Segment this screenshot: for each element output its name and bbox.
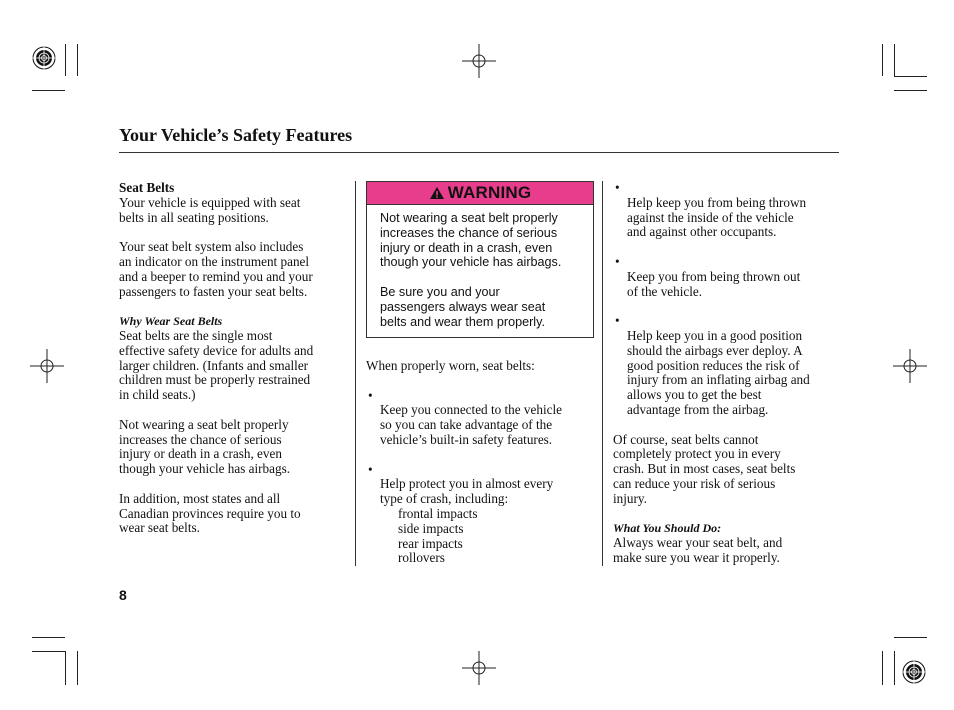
column-divider [602, 181, 603, 566]
paragraph: Always wear your seat belt, and make sure you wear it properly. [613, 535, 783, 565]
crosshair-icon [893, 349, 927, 383]
crop-mark [65, 44, 66, 76]
paragraph: Seat belts are the single most effective safety device for adults and larger children. (Infants and smaller children must be properly restrained in child seats.) [119, 327, 314, 403]
column-divider [355, 181, 356, 566]
list-item: • Help keep you in a good position should the airbags ever deploy. A good position reduces the risk of injury from an inflating airbag and allows you to get the best advantage from the airbag. [615, 313, 810, 417]
crosshair-icon [462, 44, 496, 78]
paragraph: Not wearing a seat belt properly increases the chance of serious injury or death in a crash, even though your vehicle has airbags. [119, 416, 291, 477]
column-1 [119, 181, 349, 551]
crop-mark [32, 651, 65, 652]
page-number: 8 [119, 587, 127, 603]
crop-mark [882, 44, 883, 76]
paragraph: Of course, seat belts cannot completely protect you in every crash. But in most cases, seat belts can reduce your risk of serious injury. [613, 431, 796, 506]
crosshair-icon [30, 349, 64, 383]
bullet-icon: • [615, 313, 620, 329]
paragraph: When properly worn, seat belts: [366, 358, 535, 373]
crop-mark [77, 651, 78, 685]
crop-mark [32, 90, 65, 91]
crop-mark [77, 44, 78, 76]
warning-box [366, 181, 594, 338]
warning-label: WARNING [447, 183, 532, 202]
warning-text: Not wearing a seat belt properly increases the chance of serious injury or death in a crash, even though your vehicle has airbags. [380, 211, 562, 270]
subheading-what-you-should-do: What You Should Do: [613, 521, 722, 536]
title-rule [119, 152, 839, 153]
list-item: • Help keep you from being thrown against the inside of the vehicle and against other occupants. [615, 180, 807, 240]
warning-header [367, 182, 593, 205]
heading-seat-belts: Seat Belts [119, 180, 175, 195]
list-item: • Keep you connected to the vehicle so you can take advantage of the vehicle’s built-in safety features. [368, 387, 562, 447]
subheading-why-wear: Why Wear Seat Belts [119, 314, 223, 329]
paragraph: In addition, most states and all Canadian provinces require you to wear seat belts. [119, 490, 301, 536]
crop-mark [894, 90, 927, 91]
column-3 [613, 181, 843, 581]
warning-text: Be sure you and your passengers always wear seat belts and wear them properly. [380, 284, 546, 329]
paragraph: Your vehicle is equipped with seat belts in all seating positions. [119, 194, 301, 225]
list-item: • Help protect you in almost every type of crash, including: [368, 461, 554, 507]
bullet-icon: • [368, 461, 373, 477]
bullet-icon: • [615, 180, 620, 195]
crop-mark [894, 651, 895, 685]
bullet-icon: • [368, 387, 373, 403]
crosshair-icon [462, 651, 496, 685]
crash-types-list: frontal impacts side impacts rear impacts rollovers [398, 505, 478, 566]
crop-mark [894, 76, 927, 77]
paragraph: Your seat belt system also includes an indicator on the instrument panel and a beeper to remind you and your passengers to fasten your seat belts. [119, 239, 313, 299]
warning-triangle-icon [429, 186, 445, 200]
crop-mark [894, 637, 927, 638]
registration-target-icon [32, 46, 56, 70]
registration-target-icon [902, 660, 926, 684]
warning-body [367, 205, 593, 329]
crop-mark [882, 651, 883, 685]
crop-mark [32, 637, 65, 638]
crop-mark [894, 44, 895, 76]
bullet-icon: • [615, 253, 620, 269]
crop-mark [65, 651, 66, 685]
list-item: • Keep you from being thrown out of the vehicle. [615, 253, 801, 299]
section-title: Your Vehicle’s Safety Features [119, 125, 353, 145]
column-2 [366, 359, 598, 566]
